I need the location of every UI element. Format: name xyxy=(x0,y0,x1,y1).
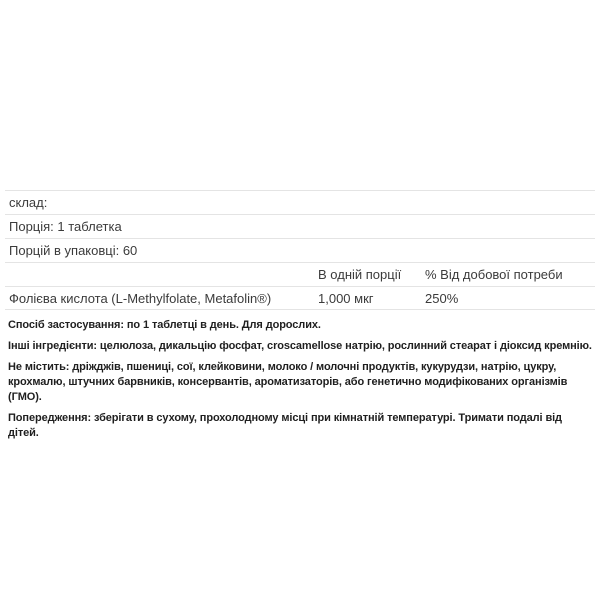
table-header-row xyxy=(5,262,595,286)
ingredient-amount-per-serving: 1,000 мкг xyxy=(318,290,374,306)
composition-label: склад: xyxy=(9,195,48,210)
table-row-servings-per-container xyxy=(5,238,595,262)
column-header-per-serving: В одній порції xyxy=(318,267,402,282)
serving-size-label: Порція: 1 таблетка xyxy=(9,219,122,234)
ingredient-daily-value: 250% xyxy=(425,290,459,306)
warning-note: Попередження: зберігати в сухому, прохолодному місці при кімнатній температурі. Тримати подалі від дітей. xyxy=(8,412,562,439)
ingredient-name: Фолієва кислота (L-Methylfolate, Metafolin®) xyxy=(9,290,272,306)
servings-per-container-label: Порцій в упаковці: 60 xyxy=(9,243,138,258)
directions-note: Спосіб застосування: по 1 таблетці в день. Для дорослих. xyxy=(8,319,321,331)
supplement-facts-table xyxy=(5,190,595,310)
ingredient-row xyxy=(5,286,595,310)
notes-section xyxy=(8,312,594,447)
table-row-serving-size xyxy=(5,214,595,238)
free-of-note: Не містить: дріжджів, пшениці, сої, клейковини, молоко / молочні продуктів, кукурудзи, натрію, цукру, крохмалю, штучних барвників, консервантів, ароматизаторів, або генетично модифікованих організмів (ГМО). xyxy=(8,361,568,403)
column-header-daily-value: % Від добової потреби xyxy=(425,267,563,282)
table-row-composition xyxy=(5,190,595,214)
other-ingredients-note: Інші інгредієнти: целюлоза, дикальцію фосфат, croscamellose натрію, рослинний стеарат і діоксид кремнію. xyxy=(8,340,592,352)
